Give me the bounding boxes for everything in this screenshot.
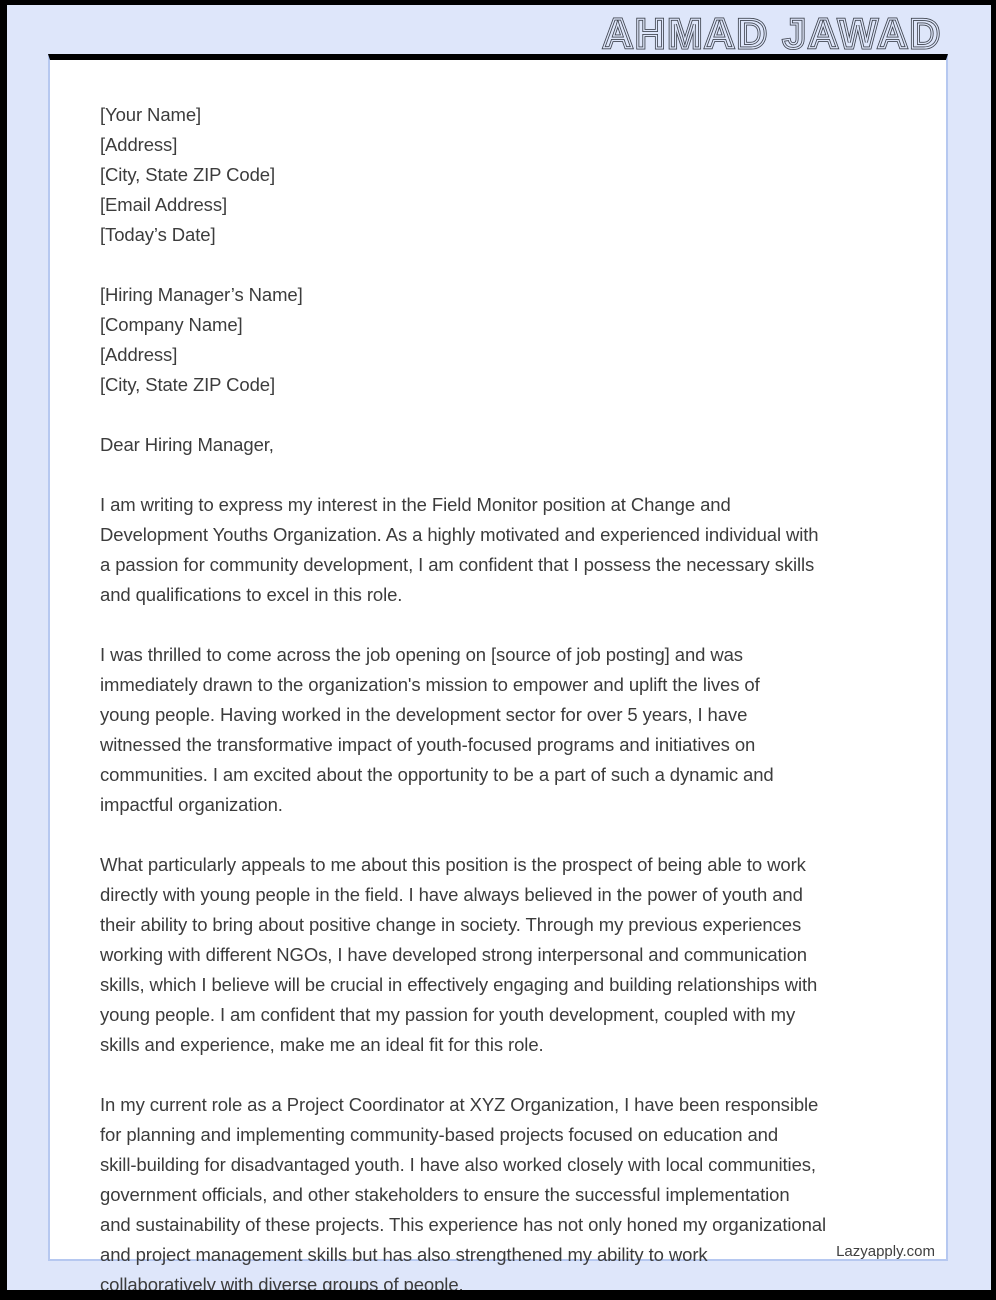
text-line: a passion for community development, I am confident that I possess the necessary skills bbox=[100, 554, 815, 575]
paragraph-4 bbox=[100, 1090, 900, 1300]
text-line: [Hiring Manager’s Name] bbox=[100, 284, 303, 305]
text-line: skills, which I believe will be crucial in effectively engaging and building relationships with bbox=[100, 974, 818, 995]
text-line: skills and experience, make me an ideal fit for this role. bbox=[100, 1034, 544, 1055]
text-line: and sustainability of these projects. This experience has not only honed my organizational bbox=[100, 1214, 826, 1235]
text-line: communities. I am excited about the opportunity to be a part of such a dynamic and bbox=[100, 764, 774, 785]
sender-address-block bbox=[100, 100, 900, 250]
header-name-title: AHMAD JAWAD AHMAD JAWAD bbox=[603, 10, 942, 58]
recipient-address-block bbox=[100, 280, 900, 400]
text-line: I was thrilled to come across the job opening on [source of job posting] and was bbox=[100, 644, 743, 665]
text-line: young people. Having worked in the development sector for over 5 years, I have bbox=[100, 704, 748, 725]
paragraph-3 bbox=[100, 850, 900, 1060]
salutation-block bbox=[100, 430, 900, 460]
text-line: [Your Name] bbox=[100, 104, 202, 125]
text-line: collaboratively with diverse groups of people. bbox=[100, 1274, 464, 1295]
text-line: [Address] bbox=[100, 134, 178, 155]
text-line: impactful organization. bbox=[100, 794, 283, 815]
text-line: and qualifications to excel in this role. bbox=[100, 584, 403, 605]
letter-page bbox=[48, 54, 948, 1295]
text-line: [Email Address] bbox=[100, 194, 228, 215]
paragraph-2 bbox=[100, 640, 900, 820]
text-line: In my current role as a Project Coordinator at XYZ Organization, I have been responsible bbox=[100, 1094, 819, 1115]
text-line: [City, State ZIP Code] bbox=[100, 164, 275, 185]
lazyapply-watermark: Lazyapply.com bbox=[836, 1243, 935, 1260]
text-line: immediately drawn to the organization's mission to empower and uplift the lives of bbox=[100, 674, 760, 695]
text-line: Development Youths Organization. As a highly motivated and experienced individual with bbox=[100, 524, 819, 545]
text-line: [Address] bbox=[100, 344, 178, 365]
paragraph-1 bbox=[100, 490, 900, 610]
text-line: [City, State ZIP Code] bbox=[100, 374, 275, 395]
text-line: their ability to bring about positive change in society. Through my previous experiences bbox=[100, 914, 802, 935]
salutation-text: Dear Hiring Manager, bbox=[100, 434, 274, 455]
text-line: witnessed the transformative impact of youth-focused programs and initiatives on bbox=[100, 734, 756, 755]
text-line: directly with young people in the field. I have always believed in the power of youth and bbox=[100, 884, 803, 905]
text-line: and project management skills but has also strengthened my ability to work bbox=[100, 1244, 708, 1265]
text-line: [Today’s Date] bbox=[100, 224, 216, 245]
text-line: working with different NGOs, I have developed strong interpersonal and communication bbox=[100, 944, 807, 965]
text-line: What particularly appeals to me about this position is the prospect of being able to work bbox=[100, 854, 806, 875]
text-line: [Company Name] bbox=[100, 314, 243, 335]
letter-body bbox=[100, 100, 900, 1300]
text-line: skill-building for disadvantaged youth. I have also worked closely with local communities, bbox=[100, 1154, 816, 1175]
text-line: for planning and implementing community-based projects focused on education and bbox=[100, 1124, 779, 1145]
text-line: government officials, and other stakeholders to ensure the successful implementation bbox=[100, 1184, 790, 1205]
text-line: young people. I am confident that my passion for youth development, coupled with my bbox=[100, 1004, 796, 1025]
text-line: I am writing to express my interest in the Field Monitor position at Change and bbox=[100, 494, 731, 515]
